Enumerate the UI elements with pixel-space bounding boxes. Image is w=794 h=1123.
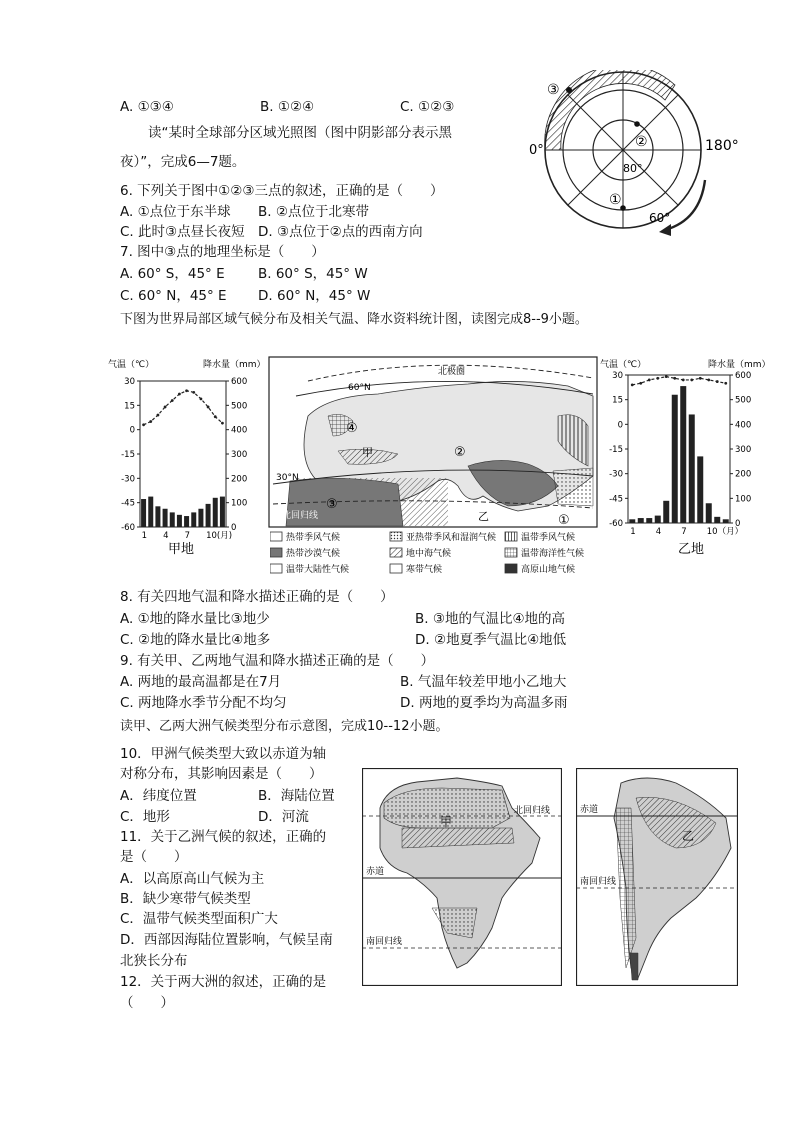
af-tropic-s-label: 南回归线 xyxy=(366,937,403,947)
jia-precip-bar xyxy=(148,497,153,527)
jia-temp-tick: 0 xyxy=(129,425,135,436)
yi-precip-bar xyxy=(629,519,635,523)
label-jia: 甲 xyxy=(362,446,373,459)
yi-temp-line xyxy=(632,377,726,385)
q11-option-b: B．缺少寒带气候类型 xyxy=(120,891,251,907)
label-180deg: 180° xyxy=(705,138,739,154)
yi-precip-axis-label: 降水量（mm） xyxy=(708,360,771,370)
yi-precip-bar xyxy=(689,414,695,523)
legend-label: 温带季风气候 xyxy=(521,533,576,543)
jia-temp-tick: 15 xyxy=(124,401,135,412)
jia-precip-bar xyxy=(206,504,211,527)
q11-option-c: C．温带气候类型面积广大 xyxy=(120,911,278,927)
map-point-2: ② xyxy=(454,445,466,460)
label-60n: 60°N xyxy=(348,383,371,393)
q6-option-c: C. 此时③点昼长夜短 xyxy=(120,224,245,240)
q11-option-d2: 北狭长分布 xyxy=(120,953,188,969)
jia-temp-point xyxy=(149,420,152,423)
jia-x-tick: 4 xyxy=(163,531,169,541)
jia-temp-point xyxy=(221,422,224,425)
jia-precip-bar xyxy=(155,506,160,527)
subtropical-monsoon-region xyxy=(553,468,593,506)
af-equator-label: 赤道 xyxy=(366,867,385,877)
map-point-1: ① xyxy=(558,513,570,528)
legend-swatch xyxy=(270,564,282,573)
yi-temp-point xyxy=(690,379,693,382)
label-yi: 乙 xyxy=(478,510,489,523)
rotation-arrow xyxy=(665,180,705,230)
jia-temp-tick: 30 xyxy=(124,377,135,387)
q8-option-c: C. ②地的降水量比④地多 xyxy=(120,632,271,648)
yi-temp-tick: 15 xyxy=(612,395,623,406)
read-instruction-1b: 夜）”，完成6—7题。 xyxy=(120,154,246,170)
jia-precip-tick: 200 xyxy=(231,474,248,485)
jia-temp-point xyxy=(157,414,160,417)
legend-swatch xyxy=(505,564,517,573)
q6-option-b: B. ②点位于北寒带 xyxy=(258,204,369,220)
q12-line1: 12．关于两大洲的叙述，正确的是 xyxy=(120,974,327,990)
map-point-4: ④ xyxy=(346,421,358,436)
yi-precip-bar xyxy=(646,518,652,523)
jia-temp-point xyxy=(164,406,167,409)
africa-climate-map xyxy=(362,768,562,986)
q10-option-a: A．纬度位置 xyxy=(120,788,197,804)
q10-option-c: C．地形 xyxy=(120,809,170,825)
yi-precip-tick: 100 xyxy=(735,494,752,505)
sa-tropic-s-label: 南回归线 xyxy=(580,877,617,887)
af-tropic-n-label: 北回归线 xyxy=(514,806,551,816)
point-1-label: ① xyxy=(609,192,622,208)
yi-temp-point xyxy=(665,375,668,378)
jia-temp-point xyxy=(185,389,188,392)
read-instruction-2: 下图为世界局部区域气候分布及相关气温、降水资料统计图，读图完成8--9小题。 xyxy=(120,312,588,327)
jia-precip-tick: 400 xyxy=(231,425,248,436)
legend-swatch xyxy=(390,564,402,573)
jia-temp-line xyxy=(144,391,223,425)
yi-temp-point xyxy=(699,377,702,380)
label-30n: 30°N xyxy=(276,473,299,483)
jia-temp-tick: -60 xyxy=(121,523,135,533)
jia-temp-point xyxy=(192,391,195,394)
yi-precip-tick: 600 xyxy=(735,371,752,381)
point-2-dot xyxy=(634,121,640,127)
yi-temp-point xyxy=(707,379,710,382)
yi-precip-bar xyxy=(638,518,644,523)
yi-temp-point xyxy=(656,377,659,380)
jia-precip-tick: 100 xyxy=(231,498,248,509)
jia-x-tick: 7 xyxy=(184,531,191,541)
jia-temp-tick: -15 xyxy=(121,450,135,460)
yi-temp-point xyxy=(724,382,727,385)
yi-plot-area xyxy=(609,371,751,537)
jia-x-tick: 10(月) xyxy=(206,531,233,541)
legend-label: 温带海洋性气候 xyxy=(521,549,585,559)
jia-precip-bar xyxy=(170,512,175,527)
q6-option-a: A. ①点位于东半球 xyxy=(120,204,231,220)
yi-precip-tick: 200 xyxy=(735,469,752,480)
q7-stem: 7. 图中③点的地理坐标是（ ） xyxy=(120,244,325,260)
q11-line1: 11．关于乙洲气候的叙述，正确的 xyxy=(120,829,327,845)
yi-temp-tick: -60 xyxy=(609,519,623,529)
legend-label: 寒带气候 xyxy=(406,565,443,575)
legend-swatch xyxy=(270,532,282,541)
label-tropic: 北回归线 xyxy=(282,511,319,521)
yi-precip-bar xyxy=(706,503,712,523)
yi-temp-point xyxy=(639,382,642,385)
label-0deg: 0° xyxy=(529,143,544,158)
sa-equator-label: 赤道 xyxy=(580,805,599,815)
q10-line1: 10．甲洲气候类型大致以赤道为轴 xyxy=(120,746,327,762)
jia-precip-bar xyxy=(220,497,225,527)
jia-precip-axis-label: 降水量（mm） xyxy=(203,360,266,370)
q11-option-d1: D．西部因海陆位置影响，气候呈南 xyxy=(120,932,333,948)
climate-chart-jia xyxy=(108,355,268,555)
yi-precip-bar xyxy=(723,519,729,523)
q5-option-b: B. ①②④ xyxy=(260,99,315,115)
q10-option-b: B．海陆位置 xyxy=(258,788,335,804)
yi-temp-tick: -30 xyxy=(609,469,623,480)
q7-option-b: B. 60° S，45° W xyxy=(258,266,368,282)
read-instruction-3: 读甲、乙两大洲气候类型分布示意图，完成10--12小题。 xyxy=(120,719,449,734)
q10-option-d: D．河流 xyxy=(258,809,309,825)
jia-precip-tick: 500 xyxy=(231,401,248,412)
legend-label: 高原山地气候 xyxy=(521,565,576,575)
yi-temp-tick: 0 xyxy=(617,420,623,431)
legend-label: 热带季风气候 xyxy=(286,533,341,543)
read-instruction-1: 读“某时全球部分区域光照图（图中阴影部分表示黑 xyxy=(148,125,452,141)
q6-stem: 6. 下列关于图中①②③三点的叙述，正确的是（ ） xyxy=(120,183,444,199)
jia-plot-area xyxy=(121,377,247,541)
polar-illumination-diagram xyxy=(525,70,755,240)
q8-option-a: A. ①地的降水量比③地少 xyxy=(120,611,270,627)
legend-label: 温带大陆性气候 xyxy=(286,565,350,575)
legend-label: 地中海气候 xyxy=(406,549,452,559)
legend-swatch xyxy=(390,532,402,541)
yi-precip-bar xyxy=(714,517,720,523)
sa-label-yi: 乙 xyxy=(682,829,695,843)
q7-option-a: A. 60° S，45° E xyxy=(120,266,225,282)
q6-option-d: D. ③点位于②点的西南方向 xyxy=(258,224,423,240)
jia-temp-point xyxy=(171,399,174,402)
af-label-jia: 甲 xyxy=(440,815,453,829)
yi-precip-bar xyxy=(663,501,669,523)
q8-stem: 8. 有关四地气温和降水描述正确的是（ ） xyxy=(120,589,394,605)
q9-option-a: A. 两地的最高温都是在7月 xyxy=(120,674,282,690)
point-3-label: ③ xyxy=(547,82,560,98)
q5-option-c: C. ①②③ xyxy=(400,99,455,115)
q10-line2: 对称分布，其影响因素是（ ） xyxy=(120,766,323,782)
q9-stem: 9. 有关甲、乙两地气温和降水描述正确的是（ ） xyxy=(120,653,435,669)
point-3-dot xyxy=(566,87,572,93)
yi-temp-point xyxy=(682,379,685,382)
jia-temp-point xyxy=(178,393,181,396)
map-point-3: ③ xyxy=(326,497,338,512)
south-america-climate-map xyxy=(576,768,738,986)
world-climate-map xyxy=(268,356,598,528)
jia-name: 甲地 xyxy=(168,542,195,555)
q9-option-d: D. 两地的夏季均为高温多雨 xyxy=(400,695,568,711)
yi-precip-tick: 0 xyxy=(735,519,741,529)
jia-precip-bar xyxy=(177,515,182,527)
label-arctic-circle: 北极圈 xyxy=(438,367,466,377)
jia-temp-tick: -30 xyxy=(121,474,135,485)
jia-temp-tick: -45 xyxy=(121,498,135,509)
yi-precip-tick: 400 xyxy=(735,420,752,431)
label-60deg: 60° xyxy=(649,211,671,225)
yi-temp-tick: -15 xyxy=(609,445,623,455)
jia-temp-point xyxy=(214,415,217,418)
jia-precip-bar xyxy=(184,516,189,527)
legend-swatch xyxy=(270,548,282,557)
q8-option-b: B. ③地的气温比④地的高 xyxy=(415,611,566,627)
yi-precip-bar xyxy=(697,456,703,523)
yi-temp-point xyxy=(716,380,719,383)
jia-precip-bar xyxy=(141,499,146,527)
legend-swatch xyxy=(505,532,517,541)
q11-line2: 是（ ） xyxy=(120,849,188,865)
jia-temp-point xyxy=(207,406,210,409)
yi-precip-tick: 500 xyxy=(735,395,752,406)
q12-line2: （ ） xyxy=(120,995,174,1011)
yi-temp-axis-label: 气温（℃） xyxy=(600,360,647,370)
legend-swatch xyxy=(505,548,517,557)
yi-precip-bar xyxy=(680,386,686,523)
yi-name: 乙地 xyxy=(678,542,705,555)
jia-temp-point xyxy=(142,423,145,426)
jia-precip-bar xyxy=(198,509,203,527)
jia-temp-point xyxy=(200,397,203,400)
yi-precip-bar xyxy=(655,516,661,523)
yi-precip-tick: 300 xyxy=(735,445,752,455)
yi-x-tick: 1 xyxy=(630,527,636,537)
q11-option-a: A．以高原高山气候为主 xyxy=(120,871,265,887)
legend-label: 亚热带季风和湿润气候 xyxy=(406,533,497,543)
jia-precip-tick: 600 xyxy=(231,377,248,387)
yi-temp-tick: -45 xyxy=(609,494,623,505)
yi-x-tick: 10（月） xyxy=(706,527,744,537)
q8-option-d: D. ②地夏季气温比④地低 xyxy=(415,632,567,648)
legend-label: 热带沙漠气候 xyxy=(286,549,341,559)
jia-precip-tick: 300 xyxy=(231,450,248,460)
climate-chart-yi xyxy=(598,355,778,555)
yi-temp-tick: 30 xyxy=(612,371,623,381)
jia-precip-bar xyxy=(213,498,218,527)
q7-option-c: C. 60° N，45° E xyxy=(120,288,227,304)
legend-swatch xyxy=(390,548,402,557)
yi-precip-bar xyxy=(672,395,678,523)
climate-legend xyxy=(270,528,610,580)
yi-temp-point xyxy=(673,377,676,380)
q5-option-a: A. ①③④ xyxy=(120,99,174,115)
yi-temp-point xyxy=(648,379,651,382)
yi-x-tick: 4 xyxy=(655,527,662,537)
q7-option-d: D. 60° N，45° W xyxy=(258,288,371,304)
jia-precip-bar xyxy=(163,509,168,527)
yi-x-tick: 7 xyxy=(681,527,687,537)
jia-precip-tick: 0 xyxy=(231,523,237,533)
label-80deg: 80° xyxy=(623,162,643,175)
yi-temp-point xyxy=(631,383,634,386)
q9-option-b: B. 气温年较差甲地小乙地大 xyxy=(400,674,567,690)
point-2-label: ② xyxy=(635,134,648,150)
jia-precip-bar xyxy=(191,512,196,527)
jia-temp-axis-label: 气温（℃） xyxy=(108,360,155,370)
q9-option-c: C. 两地降水季节分配不均匀 xyxy=(120,695,287,711)
jia-x-tick: 1 xyxy=(141,531,148,541)
